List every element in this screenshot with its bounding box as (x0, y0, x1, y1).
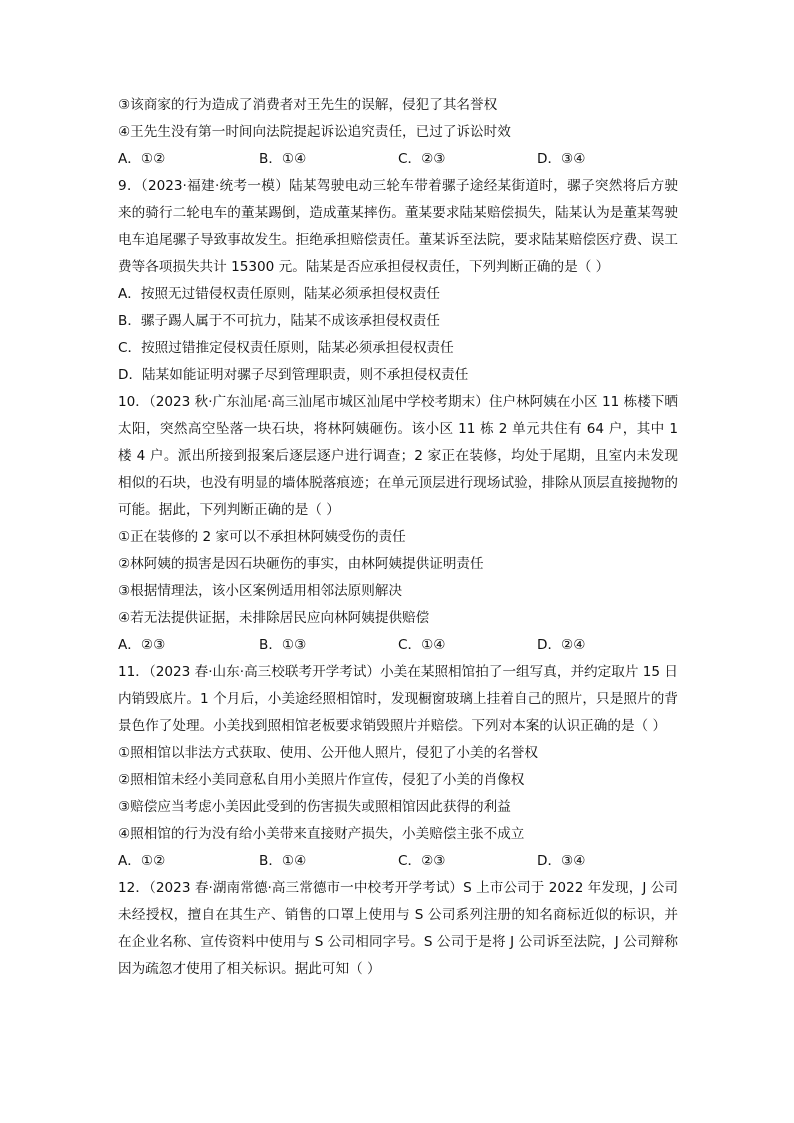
question-9-stem: 9．（2023·福建·统考一模）陆某驾驶电动三轮车带着骡子途经某街道时，骡子突然将后方驶来的骑行二轮电车的董某踢倒，造成董某摔伤。董某要求陆某赔偿损失，陆某认为是董某驾驶电车追尾骡子导致事故发生。拒绝承担赔偿责任。董某诉至法院，要求陆某赔偿医疗费、误工费等各项损失共计 15300 元。陆某是否应承担侵权责任，下列判断正确的是（ ） (118, 178, 678, 275)
choice-a: A．按照无过错侵权责任原则，陆某必须承担侵权责任 (118, 286, 440, 302)
option-d: D．②④ (537, 637, 586, 653)
option-b: B．①④ (259, 151, 307, 167)
answer-options (118, 632, 678, 659)
option-b: B．①④ (259, 853, 307, 869)
statement-item: ④照相馆的行为没有给小美带来直接财产损失，小美赔偿主张不成立 (118, 826, 525, 842)
choice-b: B．骡子踢人属于不可抗力，陆某不成该承担侵权责任 (118, 313, 440, 329)
option-d: D．③④ (537, 853, 586, 869)
statement-item: ①正在装修的 2 家可以不承担林阿姨受伤的责任 (118, 529, 406, 545)
question-11-stem: 11．（2023 春·山东·高三校联考开学考试）小美在某照相馆拍了一组写真，并约定取片 15 日内销毁底片。1 个月后，小美途经照相馆时，发现橱窗玻璃上挂着自己的照片，只是照片的背景色作了处理。小美找到照相馆老板要求销毁照片并赔偿。下列对本案的认识正确的是（ ） (118, 664, 678, 734)
answer-options (118, 146, 678, 173)
question-10-stem: 10．（2023 秋·广东汕尾·高三汕尾市城区汕尾中学校考期末）住户林阿姨在小区 11 栋楼下晒太阳，突然高空坠落一块石块，将林阿姨砸伤。该小区 11 栋 2 单元共住有 64 户，其中 1 楼 4 户。派出所接到报案后逐层逐户进行调查；2 家正在装修，均处于尾期，且室内未发现相似的石块，也没有明显的墙体脱落痕迹；在单元顶层进行现场试验，排除从顶层直接抛物的可能。据此，下列判断正确的是（ ） (118, 394, 678, 518)
option-d: D．③④ (537, 151, 586, 167)
answer-options (118, 848, 678, 875)
question-content (118, 92, 678, 983)
statement-item: ②林阿姨的损害是因石块砸伤的事实，由林阿姨提供证明责任 (118, 556, 484, 572)
statement-item: ④若无法提供证据，未排除居民应向林阿姨提供赔偿 (118, 610, 430, 626)
statement-item: ③根据情理法，该小区案例适用相邻法原则解决 (118, 583, 403, 599)
option-a: A．①② (118, 853, 166, 869)
option-c: C．②③ (398, 151, 446, 167)
choice-d: D．陆某如能证明对骡子尽到管理职责，则不承担侵权责任 (118, 367, 469, 383)
option-a: A．②③ (118, 637, 166, 653)
option-b: B．①③ (259, 637, 307, 653)
option-c: C．②③ (398, 853, 446, 869)
statement-item: ③该商家的行为造成了消费者对王先生的误解，侵犯了其名誉权 (118, 97, 498, 113)
option-c: C．①④ (398, 637, 446, 653)
statement-item: ③赔偿应当考虑小美因此受到的伤害损失或照相馆因此获得的利益 (118, 799, 511, 815)
question-12-stem: 12．（2023 春·湖南常德·高三常德市一中校考开学考试）S 上市公司于 2022 年发现，J 公司未经授权，擅自在其生产、销售的口罩上使用与 S 公司系列注册的知名商标近似的标识，并在企业名称、宣传资料中使用与 S 公司相同字号。S 公司于是将 J 公司诉至法院，J 公司辩称因为疏忽才使用了相关标识。据此可知（ ） (118, 880, 678, 977)
option-a: A．①② (118, 151, 166, 167)
statement-item: ①照相馆以非法方式获取、使用、公开他人照片，侵犯了小美的名誉权 (118, 745, 538, 761)
statement-item: ④王先生没有第一时间向法院提起诉讼追究责任，已过了诉讼时效 (118, 124, 511, 140)
choice-c: C．按照过错推定侵权责任原则，陆某必须承担侵权责任 (118, 340, 454, 356)
statement-item: ②照相馆未经小美同意私自用小美照片作宣传，侵犯了小美的肖像权 (118, 772, 525, 788)
